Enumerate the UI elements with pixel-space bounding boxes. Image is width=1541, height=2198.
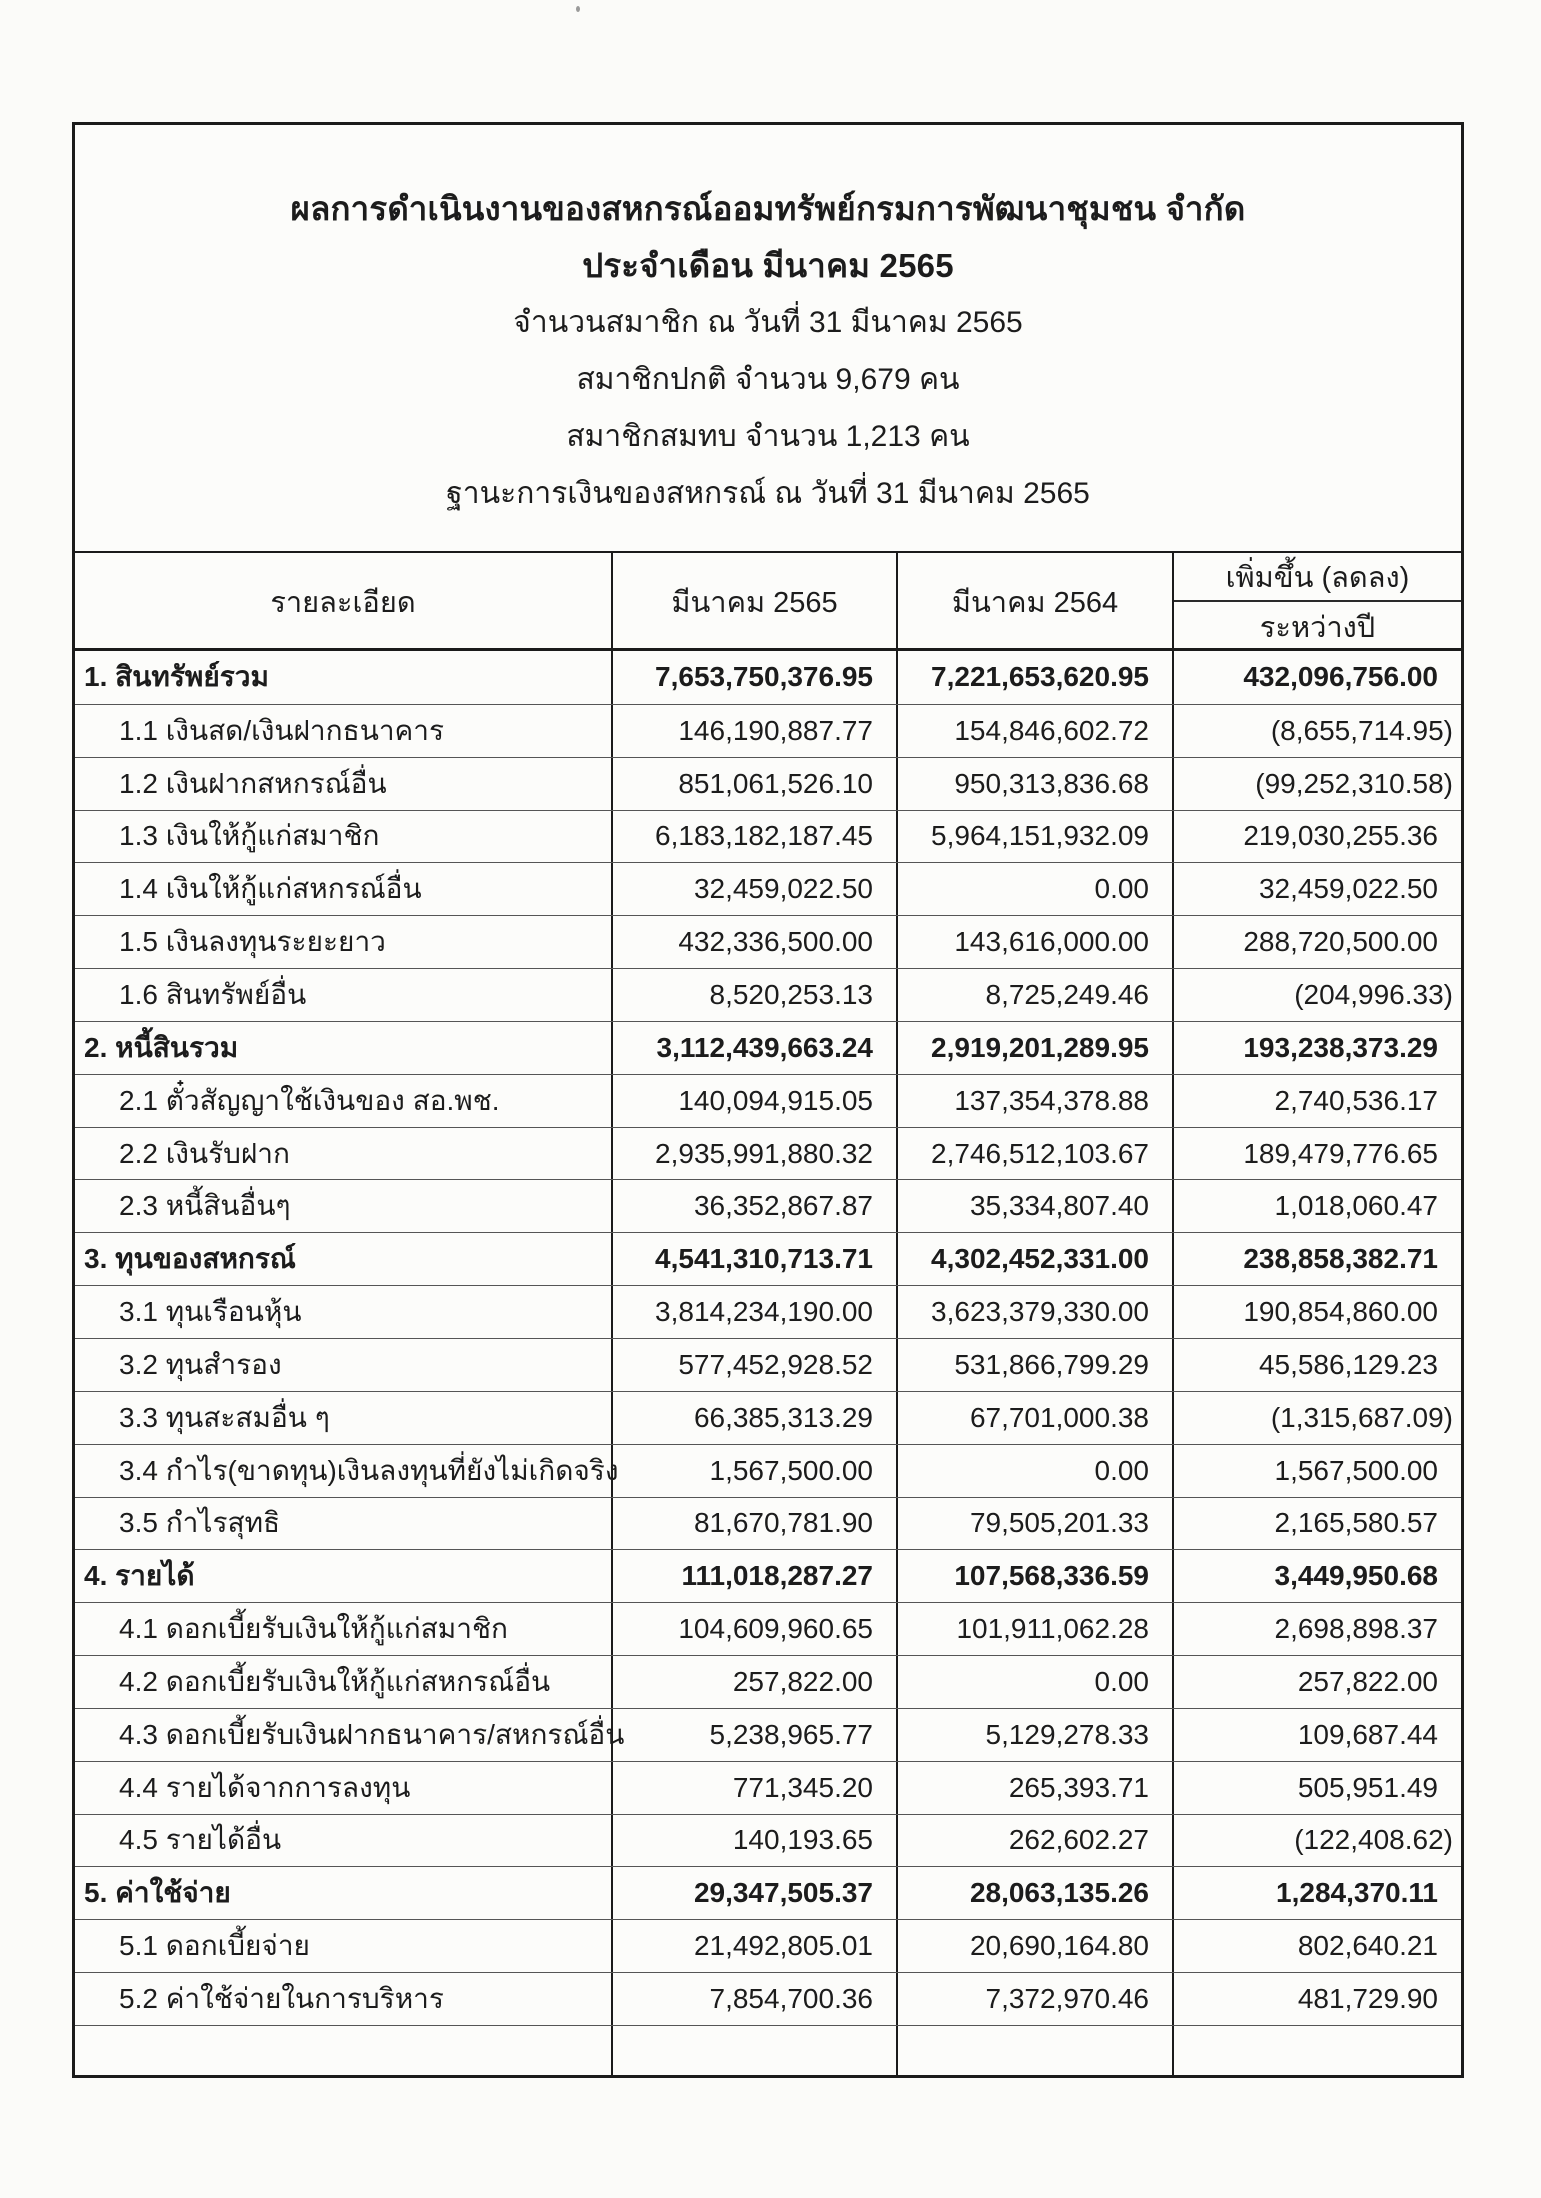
row-value-2564: 28,063,135.26 bbox=[898, 1867, 1174, 1919]
table-row bbox=[75, 1866, 1461, 1919]
row-label: 3.4 กำไร(ขาดทุน)เงินลงทุนที่ยังไม่เกิดจริง bbox=[75, 1445, 613, 1497]
row-value-2564: 67,701,000.38 bbox=[898, 1392, 1174, 1444]
table-row bbox=[75, 1549, 1461, 1602]
row-value-2564: 79,505,201.33 bbox=[898, 1498, 1174, 1550]
row-value-2565: 2,935,991,880.32 bbox=[613, 1128, 898, 1180]
row-value-2565: 771,345.20 bbox=[613, 1762, 898, 1814]
row-value-2565: 36,352,867.87 bbox=[613, 1180, 898, 1232]
row-value-2564 bbox=[898, 2026, 1174, 2078]
table-row bbox=[75, 1338, 1461, 1391]
table-row bbox=[75, 1021, 1461, 1074]
table-row bbox=[75, 1814, 1461, 1867]
row-value-change: 432,096,756.00 bbox=[1243, 661, 1438, 693]
row-value-change: 45,586,129.23 bbox=[1258, 1348, 1438, 1380]
row-value-change: (99,252,310.58) bbox=[1255, 767, 1453, 799]
table-row bbox=[75, 1497, 1461, 1550]
table-row bbox=[75, 915, 1461, 968]
row-label: 4. รายได้ bbox=[75, 1550, 613, 1602]
row-value-change: 32,459,022.50 bbox=[1258, 873, 1438, 905]
table-row bbox=[75, 1391, 1461, 1444]
row-value-2565 bbox=[613, 2026, 898, 2078]
row-value-change: 2,165,580.57 bbox=[1274, 1507, 1438, 1539]
row-value-2564: 531,866,799.29 bbox=[898, 1339, 1174, 1391]
row-value-change: 3,449,950.68 bbox=[1274, 1560, 1438, 1592]
table-row bbox=[75, 1761, 1461, 1814]
row-value-2564: 8,725,249.46 bbox=[898, 969, 1174, 1021]
row-value-2564: 265,393.71 bbox=[898, 1762, 1174, 1814]
table-body bbox=[75, 651, 1461, 2078]
row-label: 1.4 เงินให้กู้แก่สหกรณ์อื่น bbox=[75, 863, 613, 915]
row-label bbox=[75, 2026, 613, 2078]
row-label: 1.2 เงินฝากสหกรณ์อื่น bbox=[75, 758, 613, 810]
table-row bbox=[75, 862, 1461, 915]
row-label: 2.3 หนี้สินอื่นๆ bbox=[75, 1180, 613, 1232]
row-value-2564: 4,302,452,331.00 bbox=[898, 1233, 1174, 1285]
row-label: 5. ค่าใช้จ่าย bbox=[75, 1867, 613, 1919]
row-label: 4.3 ดอกเบี้ยรับเงินฝากธนาคาร/สหกรณ์อื่น bbox=[75, 1709, 613, 1761]
row-value-2564: 35,334,807.40 bbox=[898, 1180, 1174, 1232]
column-header-march-2564: มีนาคม 2564 bbox=[898, 553, 1174, 651]
row-value-change: 802,640.21 bbox=[1297, 1930, 1438, 1962]
row-value-change: (8,655,714.95) bbox=[1270, 714, 1453, 746]
row-value-change: (204,996.33) bbox=[1294, 978, 1453, 1010]
row-value-2565: 577,452,928.52 bbox=[613, 1339, 898, 1391]
row-label: 1.6 สินทรัพย์อื่น bbox=[75, 969, 613, 1021]
row-label: 2.2 เงินรับฝาก bbox=[75, 1128, 613, 1180]
row-value-2565: 6,183,182,187.45 bbox=[613, 811, 898, 863]
row-value-change: 219,030,255.36 bbox=[1243, 820, 1438, 852]
row-value-2564: 5,964,151,932.09 bbox=[898, 811, 1174, 863]
row-value-2565: 111,018,287.27 bbox=[613, 1550, 898, 1602]
row-label: 2. หนี้สินรวม bbox=[75, 1022, 613, 1074]
column-header-change bbox=[1174, 553, 1461, 651]
table-row bbox=[75, 1972, 1461, 2025]
regular-members-line: สมาชิกปกติ จำนวน 9,679 คน bbox=[576, 363, 960, 396]
row-value-change: 2,740,536.17 bbox=[1274, 1084, 1438, 1116]
row-value-2565: 257,822.00 bbox=[613, 1656, 898, 1708]
row-value-2564: 101,911,062.28 bbox=[898, 1603, 1174, 1655]
row-value-2564: 0.00 bbox=[898, 1656, 1174, 1708]
row-label: 3. ทุนของสหกรณ์ bbox=[75, 1233, 613, 1285]
table-row bbox=[75, 1919, 1461, 1972]
row-value-2565: 140,193.65 bbox=[613, 1815, 898, 1867]
row-label: 5.1 ดอกเบี้ยจ่าย bbox=[75, 1920, 613, 1972]
table-row bbox=[75, 2025, 1461, 2078]
row-value-change bbox=[1174, 2026, 1461, 2078]
row-value-change: 1,284,370.11 bbox=[1276, 1877, 1438, 1909]
table-row bbox=[75, 1655, 1461, 1708]
row-label: 4.1 ดอกเบี้ยรับเงินให้กู้แก่สมาชิก bbox=[75, 1603, 613, 1655]
row-value-2565: 146,190,887.77 bbox=[613, 705, 898, 757]
row-value-2565: 3,112,439,663.24 bbox=[613, 1022, 898, 1074]
table-row bbox=[75, 1127, 1461, 1180]
table-row bbox=[75, 757, 1461, 810]
row-value-2565: 1,567,500.00 bbox=[613, 1445, 898, 1497]
report-title: ผลการดำเนินงานของสหกรณ์ออมทรัพย์กรมการพัฒนาชุมชน จำกัด bbox=[290, 190, 1246, 227]
row-value-change: 189,479,776.65 bbox=[1243, 1137, 1438, 1169]
row-label: 4.5 รายได้อื่น bbox=[75, 1815, 613, 1867]
row-value-2564: 3,623,379,330.00 bbox=[898, 1286, 1174, 1338]
row-label: 3.1 ทุนเรือนหุ้น bbox=[75, 1286, 613, 1338]
row-value-change: 109,687.44 bbox=[1297, 1718, 1438, 1750]
table-header-row bbox=[75, 553, 1461, 651]
row-value-2564: 2,746,512,103.67 bbox=[898, 1128, 1174, 1180]
row-value-change: 288,720,500.00 bbox=[1243, 926, 1438, 958]
row-value-change: 190,854,860.00 bbox=[1243, 1296, 1438, 1328]
row-value-change: 1,018,060.47 bbox=[1274, 1190, 1438, 1222]
row-value-2565: 66,385,313.29 bbox=[613, 1392, 898, 1444]
row-value-2564: 7,372,970.46 bbox=[898, 1973, 1174, 2025]
table-row bbox=[75, 1179, 1461, 1232]
row-value-2565: 432,336,500.00 bbox=[613, 916, 898, 968]
row-value-2565: 104,609,960.65 bbox=[613, 1603, 898, 1655]
row-value-2565: 140,094,915.05 bbox=[613, 1075, 898, 1127]
row-value-2564: 107,568,336.59 bbox=[898, 1550, 1174, 1602]
row-value-2565: 29,347,505.37 bbox=[613, 1867, 898, 1919]
row-value-2564: 143,616,000.00 bbox=[898, 916, 1174, 968]
table-row bbox=[75, 1602, 1461, 1655]
row-value-2565: 21,492,805.01 bbox=[613, 1920, 898, 1972]
row-label: 3.5 กำไรสุทธิ bbox=[75, 1498, 613, 1550]
row-label: 5.2 ค่าใช้จ่ายในการบริหาร bbox=[75, 1973, 613, 2025]
row-label: 2.1 ตั๋วสัญญาใช้เงินของ สอ.พช. bbox=[75, 1075, 613, 1127]
report-container bbox=[72, 122, 1464, 2078]
row-value-2564: 0.00 bbox=[898, 1445, 1174, 1497]
associate-members-line: สมาชิกสมทบ จำนวน 1,213 คน bbox=[566, 420, 970, 453]
financial-status-line: ฐานะการเงินของสหกรณ์ ณ วันที่ 31 มีนาคม 2565 bbox=[446, 477, 1090, 510]
column-header-march-2565: มีนาคม 2565 bbox=[613, 553, 898, 651]
report-header bbox=[75, 125, 1461, 553]
row-value-2564: 7,221,653,620.95 bbox=[898, 651, 1174, 704]
table-row bbox=[75, 1708, 1461, 1761]
row-value-2565: 851,061,526.10 bbox=[613, 758, 898, 810]
row-value-change: 481,729.90 bbox=[1297, 1983, 1438, 2015]
row-value-2564: 5,129,278.33 bbox=[898, 1709, 1174, 1761]
table-row bbox=[75, 1285, 1461, 1338]
row-value-2564: 20,690,164.80 bbox=[898, 1920, 1174, 1972]
row-value-2564: 2,919,201,289.95 bbox=[898, 1022, 1174, 1074]
row-value-change: 2,698,898.37 bbox=[1274, 1613, 1438, 1645]
row-value-2565: 4,541,310,713.71 bbox=[613, 1233, 898, 1285]
row-value-2565: 32,459,022.50 bbox=[613, 863, 898, 915]
column-header-change-top: เพิ่มขึ้น (ลดลง) bbox=[1174, 553, 1461, 602]
row-value-2565: 3,814,234,190.00 bbox=[613, 1286, 898, 1338]
row-value-2565: 7,854,700.36 bbox=[613, 1973, 898, 2025]
table-row bbox=[75, 968, 1461, 1021]
row-label: 1.3 เงินให้กู้แก่สมาชิก bbox=[75, 811, 613, 863]
row-value-change: 1,567,500.00 bbox=[1274, 1454, 1438, 1486]
row-label: 1. สินทรัพย์รวม bbox=[75, 651, 613, 704]
table-row bbox=[75, 810, 1461, 863]
row-value-2565: 7,653,750,376.95 bbox=[613, 651, 898, 704]
row-value-2565: 81,670,781.90 bbox=[613, 1498, 898, 1550]
row-label: 1.1 เงินสด/เงินฝากธนาคาร bbox=[75, 705, 613, 757]
report-period: ประจำเดือน มีนาคม 2565 bbox=[582, 247, 954, 284]
row-label: 3.2 ทุนสำรอง bbox=[75, 1339, 613, 1391]
row-value-change: 505,951.49 bbox=[1297, 1771, 1438, 1803]
row-value-change: 193,238,373.29 bbox=[1243, 1031, 1438, 1063]
row-value-2564: 0.00 bbox=[898, 863, 1174, 915]
row-value-2565: 8,520,253.13 bbox=[613, 969, 898, 1021]
column-header-detail: รายละเอียด bbox=[75, 553, 613, 651]
row-label: 4.2 ดอกเบี้ยรับเงินให้กู้แก่สหกรณ์อื่น bbox=[75, 1656, 613, 1708]
row-value-2565: 5,238,965.77 bbox=[613, 1709, 898, 1761]
row-value-change: (1,315,687.09) bbox=[1270, 1401, 1453, 1433]
member-count-line: จำนวนสมาชิก ณ วันที่ 31 มีนาคม 2565 bbox=[513, 306, 1023, 339]
row-value-2564: 950,313,836.68 bbox=[898, 758, 1174, 810]
row-label: 4.4 รายได้จากการลงทุน bbox=[75, 1762, 613, 1814]
table-row bbox=[75, 1074, 1461, 1127]
row-label: 1.5 เงินลงทุนระยะยาว bbox=[75, 916, 613, 968]
row-value-change: (122,408.62) bbox=[1294, 1824, 1453, 1856]
row-value-change: 257,822.00 bbox=[1297, 1665, 1438, 1697]
row-label: 3.3 ทุนสะสมอื่น ๆ bbox=[75, 1392, 613, 1444]
table-row bbox=[75, 704, 1461, 757]
row-value-2564: 137,354,378.88 bbox=[898, 1075, 1174, 1127]
scan-artifact-dot bbox=[576, 6, 580, 12]
table-row bbox=[75, 651, 1461, 704]
column-header-change-bottom: ระหว่างปี bbox=[1259, 611, 1376, 644]
row-value-2564: 262,602.27 bbox=[898, 1815, 1174, 1867]
row-value-2564: 154,846,602.72 bbox=[898, 705, 1174, 757]
row-value-change: 238,858,382.71 bbox=[1243, 1243, 1438, 1275]
table-row bbox=[75, 1232, 1461, 1285]
table-row bbox=[75, 1444, 1461, 1497]
